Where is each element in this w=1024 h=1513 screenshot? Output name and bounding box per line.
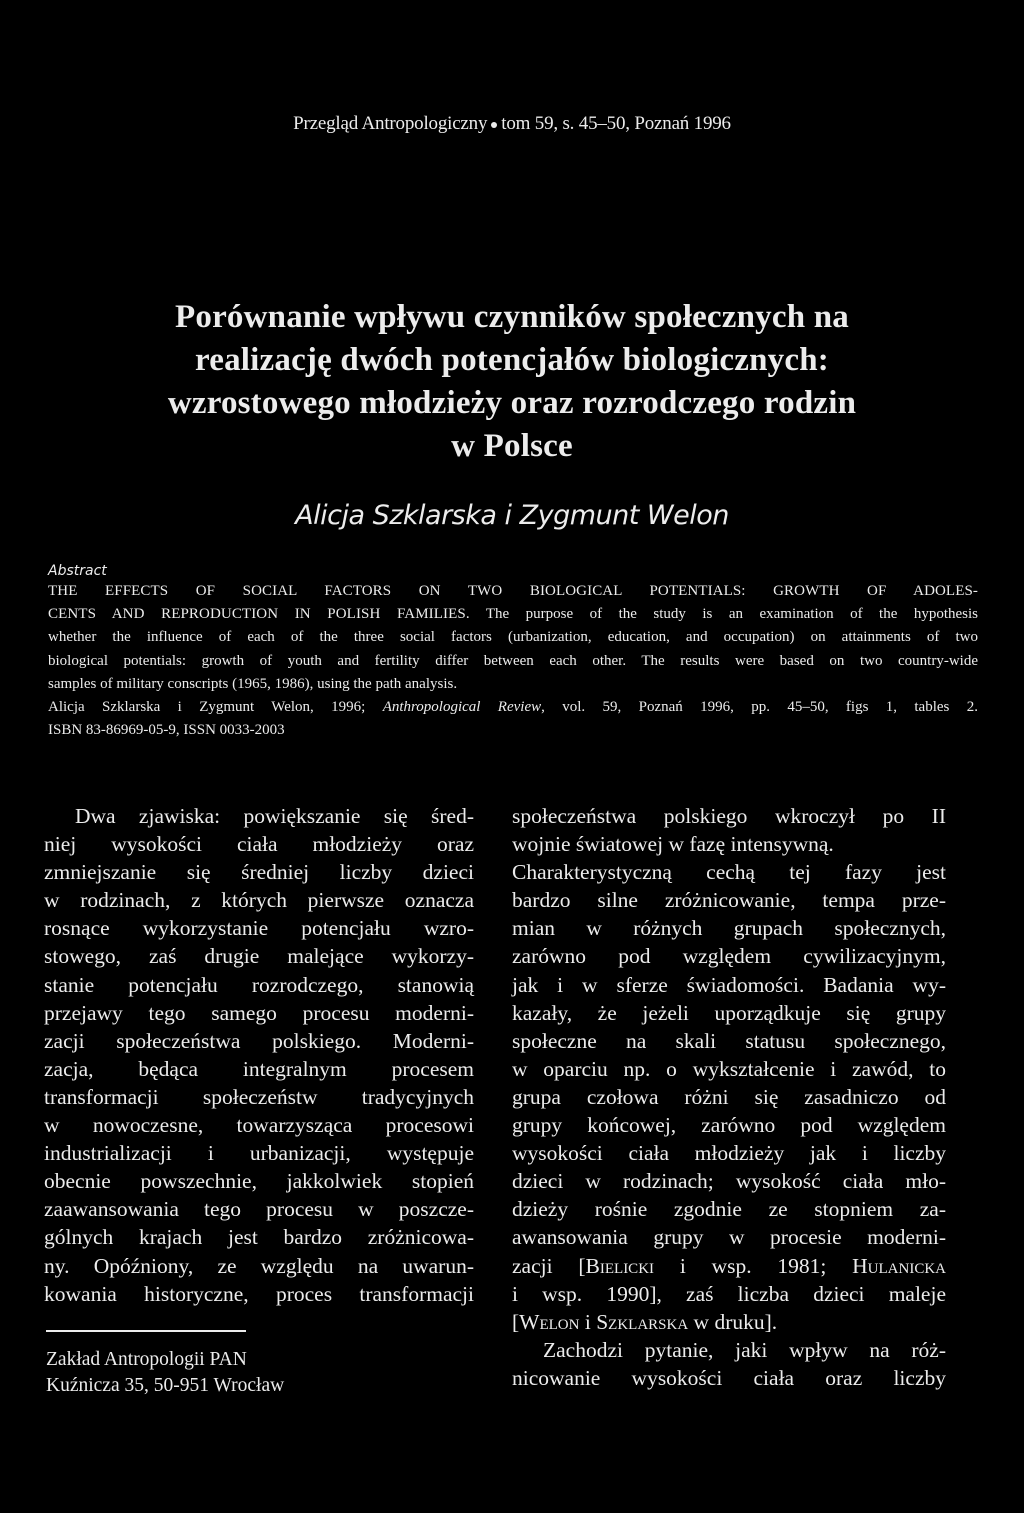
body-line: Zachodzi pytanie, jaki wpływ na róż- [543,1337,946,1362]
body-line: zmniejszanie się średniej liczby dzieci [44,860,474,885]
body-line: w oparciu np. o wykształcenie i zawód, to [512,1056,946,1081]
body-line: zarówno pod względem cywilizacyjnym, [512,944,946,969]
authors: Alicja Szklarska i Zygmunt Welon [295,500,729,531]
text-fragment: i wsp. 1981; [654,1253,853,1278]
title-line: realizację dwóch potencjałów biologicznych: [195,342,829,378]
title-line: w Polsce [451,428,573,464]
citation-authors: Alicja Szklarska i Zygmunt Welon, 1996; [48,699,383,716]
abstract-line [48,603,978,626]
abstract-line: whether the influence of each of the three social factors (urbanization, education, and occupation) on attainments of two [48,629,978,646]
body-line: społeczeństwa polskiego wkroczył po II [512,804,946,828]
body-line: rosnące wykorzystanie potencjału wzro- [44,916,474,941]
bullet-separator [491,122,497,128]
abstract-line: biological potentials: growth of youth and fertility differ between each other. The results were based on two country-wide [48,652,978,669]
issue-info: tom 59, s. 45–50, Poznań 1996 [501,113,731,134]
affiliation-line: Zakład Antropologii PAN [46,1349,247,1370]
body-line: kazały, że jeżeli uporządkuje się grupy [512,1000,946,1025]
body-line: mian w różnych grupach społecznych, [512,916,946,941]
body-line: przejawy tego samego procesu moderni- [44,1000,474,1025]
text-fragment: zacji [ [512,1253,586,1278]
body-line: Dwa zjawiska: powiększanie się śred- [75,804,474,828]
abstract-title-line: THE EFFECTS OF SOCIAL FACTORS ON TWO BIOLOGICAL POTENTIALS: GROWTH OF ADOLES- [48,583,978,599]
affiliation [46,1347,284,1399]
body-line: kowania historyczne, proces transformacji [44,1281,474,1306]
journal-name: Przegląd Antropologiczny [293,113,488,134]
body-line: wysokości ciała młodzieży jak i liczby [512,1141,946,1166]
citation-details: , vol. 59, Poznań 1996, pp. 45–50, figs 1, tables 2. [541,699,978,716]
text-fragment: [ [512,1309,520,1334]
body-line: industrializacji i urbanizacji, występuje [44,1141,474,1166]
text-fragment: i [579,1309,597,1334]
body-line: Charakterystyczną cechą tej fazy jest [512,860,946,885]
text-fragment: w druku]. [688,1309,778,1334]
abstract [48,580,978,742]
body-line [512,1308,946,1336]
citation-journal: Anthropological Review [382,699,542,716]
body-line: niej wysokości ciała młodzieży oraz [44,832,474,857]
body-line: w rodzinach, z których pierwsze oznacza [44,888,474,913]
body-line: obecnie powszechnie, jakkolwiek stopień [44,1169,474,1194]
body-line: zaawansowania tego procesu w poszcze- [44,1197,474,1222]
body-line: jak i w sferze świadomości. Badania wy- [512,972,946,997]
title-line: wzrostowego młodzieży oraz rozrodczego rodzin [167,385,857,421]
body-line: awansowania grupy w procesie moderni- [512,1225,946,1250]
abstract-text: The purpose of the study is an examination of the hypothesis [469,606,978,623]
citation-author: Bielicki [585,1253,655,1278]
isbn-line: ISBN 83-86969-05-9, ISSN 0033-2003 [48,722,285,739]
body-line [512,1252,946,1280]
citation-line [48,696,978,719]
article-title [60,296,964,468]
affiliation-line: Kuźnicza 35, 50-951 Wrocław [46,1375,285,1396]
abstract-line: samples of military conscripts (1965, 1986), using the path analysis. [48,675,458,692]
body-line: nicowanie wysokości ciała oraz liczby [512,1365,946,1390]
citation-author: Szklarska [596,1309,689,1334]
body-line: ny. Opóźniony, ze względu na uwarun- [44,1253,474,1278]
body-line: wojnie światowej w fazę intensywną. [512,832,834,857]
body-line: zacji społeczeństwa polskiego. Moderni- [44,1028,474,1053]
body-line: dzieży rośnie zgodnie ze stopniem za- [512,1197,946,1222]
body-line: grupy końcowej, zarówno pod względem [512,1113,946,1138]
body-line: stowego, zaś drugie malejące wykorzy- [44,944,474,969]
journal-header [0,113,1024,135]
right-column [512,802,946,1392]
body-line: społeczne na skali statusu społecznego, [512,1028,946,1053]
body-line: gólnych krajach jest bardzo zróżnicowa- [44,1225,474,1250]
citation-author: Welon [519,1309,580,1334]
body-line: stanie potencjału rozrodczego, stanowią [44,972,474,997]
body-line: transformacji społeczeństw tradycyjnych [44,1084,474,1109]
body-line: w nowoczesne, towarzysząca procesowi [44,1113,474,1138]
citation-author: Hulanicka [852,1253,946,1278]
abstract-title-end: CENTS AND REPRODUCTION IN POLISH FAMILIES. [48,606,470,623]
title-line: Porównanie wpływu czynników społecznych na [175,299,849,335]
body-line: i wsp. 1990], zaś liczba dzieci maleje [512,1281,946,1306]
body-line: dzieci w rodzinach; wysokość ciała mło- [512,1169,946,1194]
abstract-heading: Abstract [48,563,107,579]
footnote-rule [46,1330,246,1332]
body-line: zacja, będąca integralnym procesem [44,1056,474,1081]
body-line: bardzo silne zróżnicowanie, tempa prze- [512,888,946,913]
left-column [44,802,474,1308]
body-line: grupa czołowa różni się zasadniczo od [512,1084,946,1109]
